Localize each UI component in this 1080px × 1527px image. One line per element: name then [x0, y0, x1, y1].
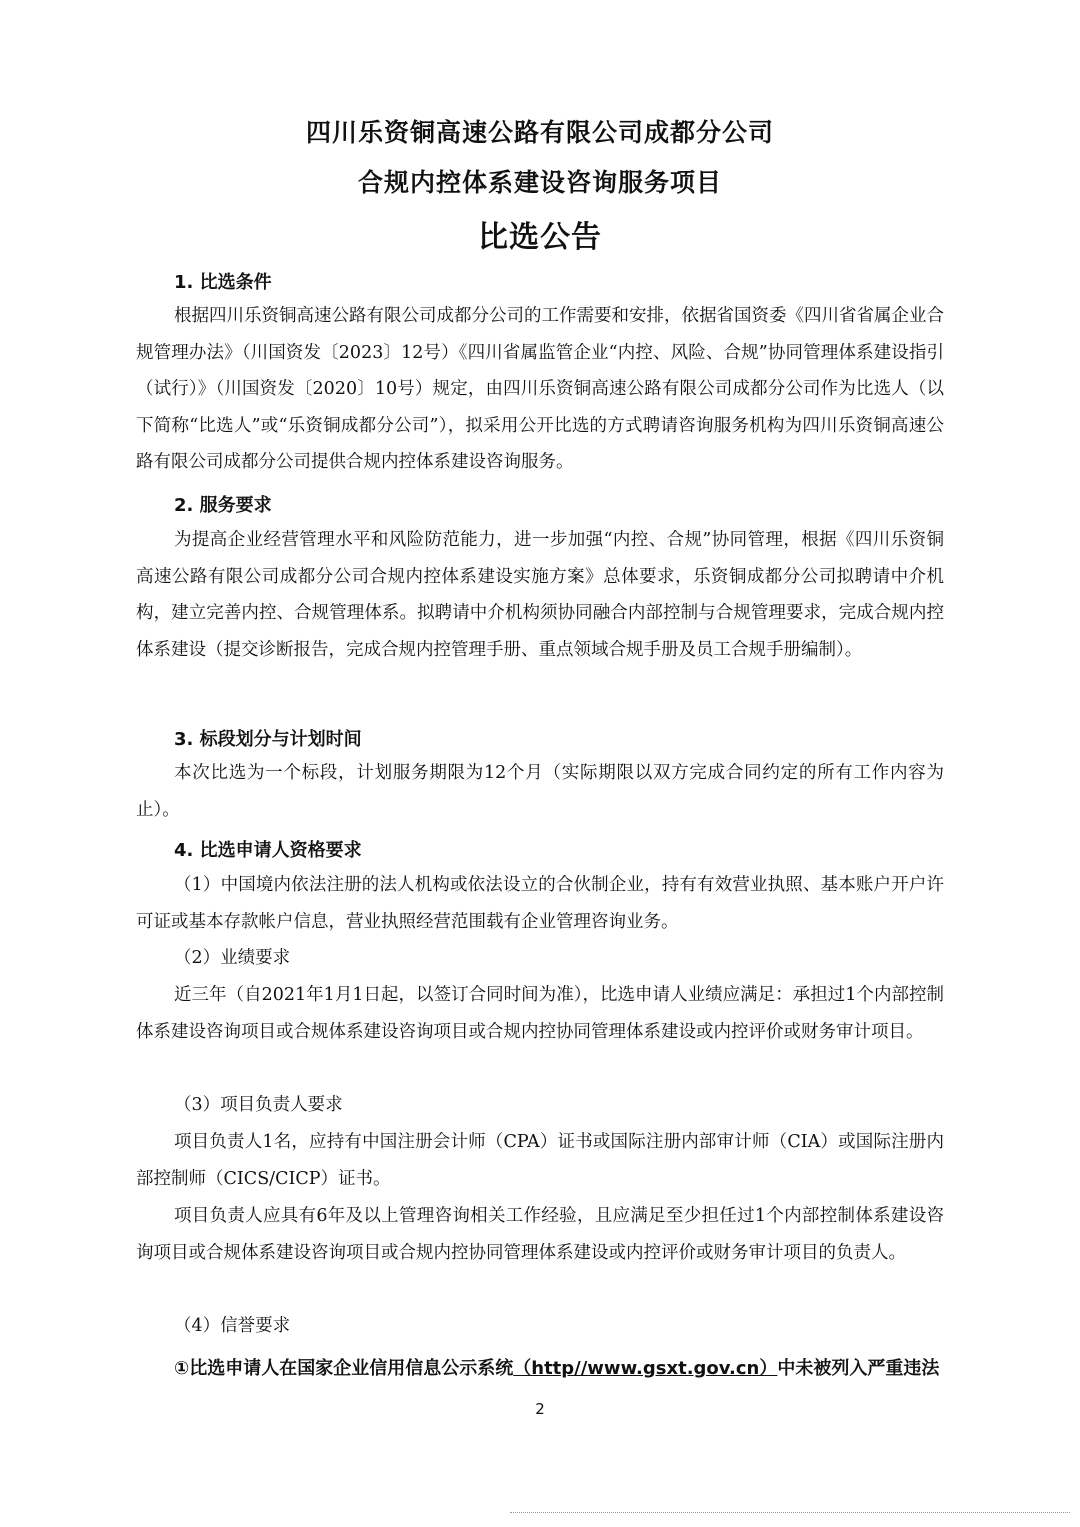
qualification-item-4-label: （4）信誉要求 [174, 1316, 291, 1336]
section-1-text: 根据四川乐资铜高速公路有限公司成都分公司的工作需要和安排，依据省国资委《四川省省属企业合规管理办法》（川国资发〔2023〕12号）《四川省属监管企业“内控、风险、合规”协同管理体系建设指引（试行）》（川国资发〔2020〕10号）规定，由四川乐资铜高速公路有限公司成都分公司作为比选人（以下简称“比选人”或“乐资铜成都分公司”），拟采用公开比选的方式聘请咨询服务机构为四川乐资铜高速公路有限公司成都分公司提供合规内控体系建设咨询服务。 [136, 306, 944, 472]
gsxt-website-link[interactable]: （http//www.gsxt.gov.cn） [513, 1358, 778, 1379]
qualification-item-2-label: （2）业绩要求 [174, 948, 291, 968]
credit-requirement-suffix: 中未被列入严重违法 [777, 1358, 940, 1379]
qualification-item-3-label: （3）项目负责人要求 [174, 1095, 343, 1115]
qualification-item-3-text-2: 项目负责人应具有6年及以上管理咨询相关工作经验，且应满足至少担任过1个内部控制体系建设咨询项目或合规体系建设咨询项目或合规内控协同管理体系建设或内控评价或财务审计项目的负责人。 [136, 1206, 944, 1263]
section-2-heading: 2. 服务要求 [174, 495, 272, 516]
qualification-item-3-text-1: 项目负责人1名，应持有中国注册会计师（CPA）证书或国际注册内部审计师（CIA）或国际注册内部控制师（CICS/CICP）证书。 [136, 1132, 944, 1189]
document-title-project: 合规内控体系建设咨询服务项目 [357, 168, 722, 197]
document-title-announcement: 比选公告 [478, 220, 602, 255]
scan-artifact-divider [510, 1512, 1070, 1513]
page-number: 2 [535, 1400, 545, 1418]
section-4-heading: 4. 比选申请人资格要求 [174, 840, 362, 861]
section-3-heading: 3. 标段划分与计划时间 [174, 729, 362, 750]
section-3-text: 本次比选为一个标段，计划服务期限为12个月（实际期限以双方完成合同约定的所有工作内容为止）。 [136, 763, 944, 820]
credit-requirement-line [174, 1354, 954, 1380]
credit-requirement-prefix: ①比选申请人在国家企业信用信息公示系统 [174, 1358, 514, 1379]
qualification-item-1: （1）中国境内依法注册的法人机构或依法设立的合伙制企业，持有有效营业执照、基本账户开户许可证或基本存款帐户信息，营业执照经营范围载有企业管理咨询业务。 [136, 875, 944, 932]
section-1-heading: 1. 比选条件 [174, 272, 272, 293]
qualification-item-2-text: 近三年（自2021年1月1日起，以签订合同时间为准），比选申请人业绩应满足：承担过1个内部控制体系建设咨询项目或合规体系建设咨询项目或合规内控协同管理体系建设或内控评价或财务审计项目。 [136, 985, 944, 1042]
document-title-company: 四川乐资铜高速公路有限公司成都分公司 [305, 118, 774, 147]
section-2-text: 为提高企业经营管理水平和风险防范能力，进一步加强“内控、合规”协同管理，根据《四川乐资铜高速公路有限公司成都分公司合规内控体系建设实施方案》总体要求，乐资铜成都分公司拟聘请中介机构，建立完善内控、合规管理体系。拟聘请中介机构须协同融合内部控制与合规管理要求，完成合规内控体系建设（提交诊断报告，完成合规内控管理手册、重点领域合规手册及员工合规手册编制）。 [136, 530, 944, 660]
